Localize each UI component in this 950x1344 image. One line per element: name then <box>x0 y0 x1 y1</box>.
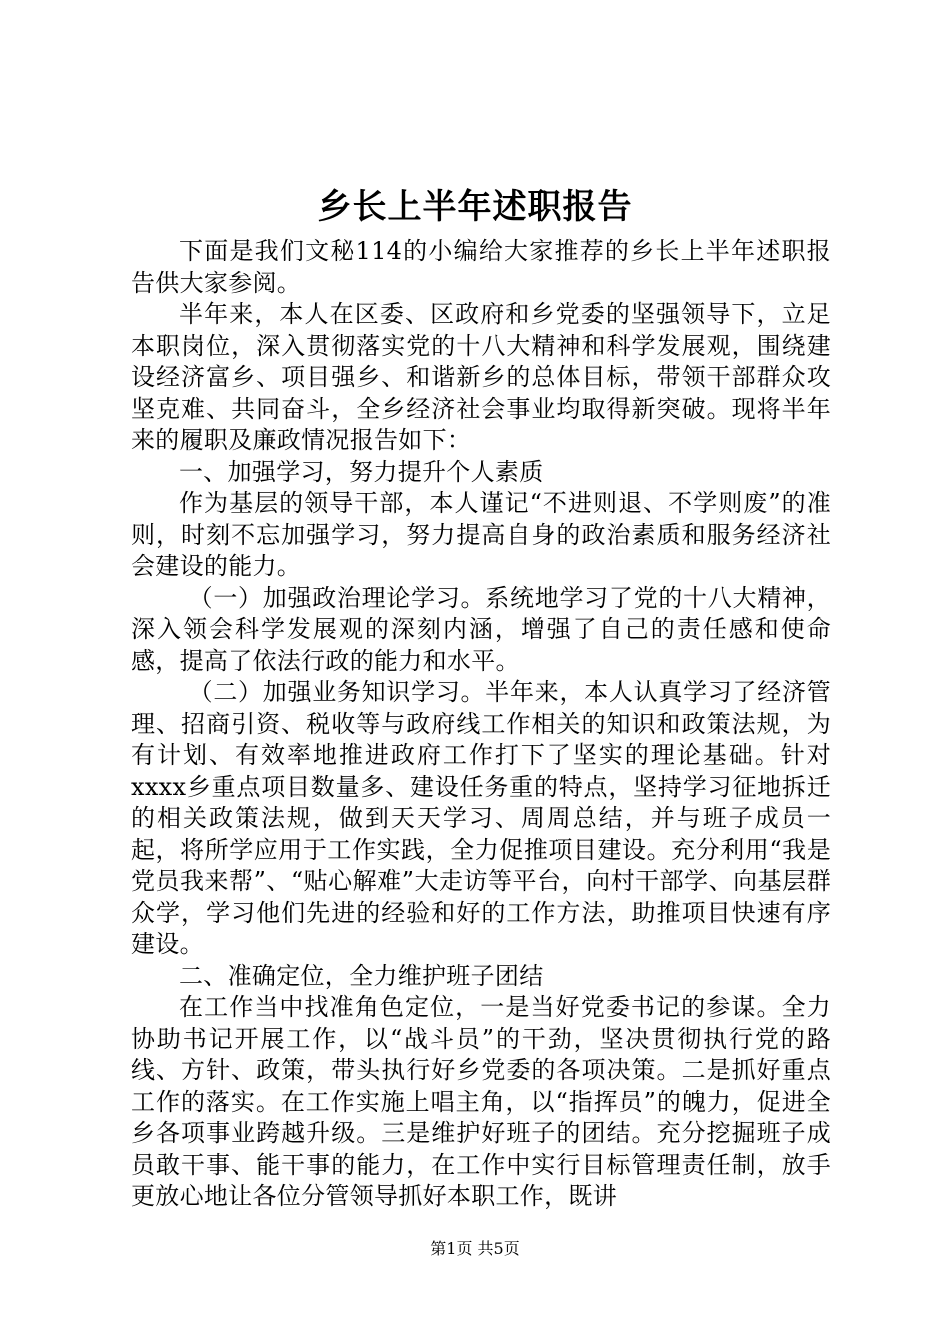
paragraph-subsection-1: （一）加强政治理论学习。系统地学习了党的十八大精神，深入领会科学发展观的深刻内涵，增强了自己的责任感和使命感，提高了依法行政的能力和水平。 <box>131 583 831 675</box>
page-number: 第1页 共5页 <box>430 1239 520 1258</box>
paragraph-section-2: 在工作当中找准角色定位，一是当好党委书记的参谋。全力协助书记开展工作，以“战斗员”的干劲，坚决贯彻执行党的路线、方针、政策，带头执行好乡党委的各项决策。二是抓好重点工作的落实。在工作实施上唱主角，以“指挥员”的魄力，促进全乡各项事业跨越升级。三是维护好班子的团结。充分挖掘班子成员敢干事、能干事的能力，在工作中实行目标管理责任制，放手更放心地让各位分管领导抓好本职工作，既讲 <box>131 993 831 1210</box>
paragraph-summary: 半年来，本人在区委、区政府和乡党委的坚强领导下，立足本职岗位，深入贯彻落实党的十八大精神和科学发展观，围绕建设经济富乡、项目强乡、和谐新乡的总体目标，带领干部群众攻坚克难、共同奋斗，全乡经济社会事业均取得新突破。现将半年来的履职及廉政情况报告如下： <box>131 300 831 454</box>
paragraph-intro: 下面是我们文秘114的小编给大家推荐的乡长上半年述职报告供大家参阅。 <box>131 237 831 297</box>
paragraph-subsection-2: （二）加强业务知识学习。半年来，本人认真学习了经济管理、招商引资、税收等与政府线工作相关的知识和政策法规，为有计划、有效率地推进政府工作打下了坚实的理论基础。针对xxxx乡重点项目数量多、建设任务重的特点，坚持学习征地拆迁的相关政策法规，做到天天学习、周周总结，并与班子成员一起，将所学应用于工作实践，全力促推项目建设。充分利用“我是党员我来帮”、“贴心解难”大走访等平台，向村干部学、向基层群众学，学习他们先进的经验和好的工作方法，助推项目快速有序建设。 <box>131 678 831 958</box>
document-title: 乡长上半年述职报告 <box>317 187 633 227</box>
section-heading-1: 一、加强学习，努力提升个人素质 <box>179 457 544 486</box>
paragraph-section-1: 作为基层的领导干部，本人谨记“不进则退、不学则废”的准则，时刻不忘加强学习，努力提高自身的政治素质和服务经济社会建设的能力。 <box>131 489 831 580</box>
section-heading-2: 二、准确定位，全力维护班子团结 <box>179 961 544 990</box>
document-body <box>131 236 831 1213</box>
